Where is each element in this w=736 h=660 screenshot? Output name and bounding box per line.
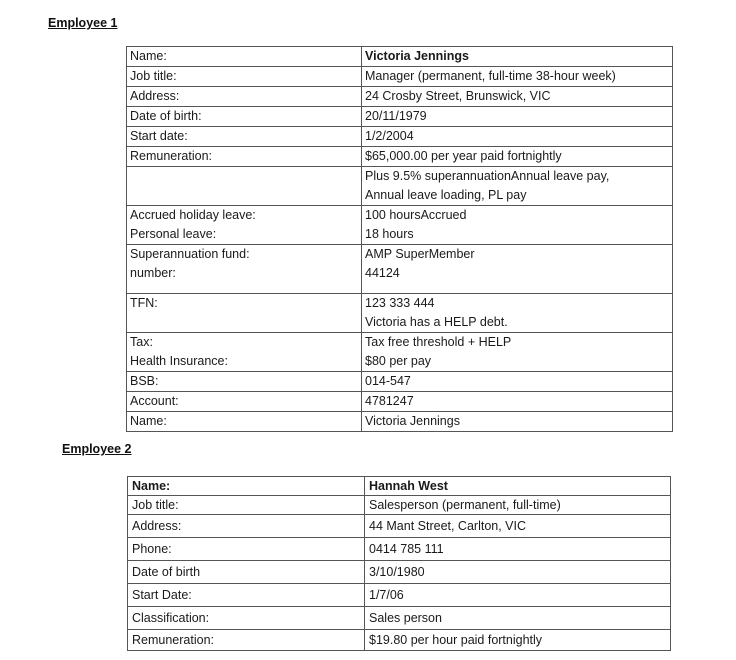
phone-label: Phone: <box>128 538 365 561</box>
remuneration-value: $65,000.00 per year paid fortnightly <box>362 147 673 167</box>
remuneration-value: $19.80 per hour paid fortnightly <box>365 630 671 651</box>
phone-value: 0414 785 111 <box>365 538 671 561</box>
account-value: 4781247 <box>362 392 673 412</box>
account-name-label: Name: <box>127 412 362 432</box>
bsb-label: BSB: <box>127 372 362 392</box>
accrued-leave-value: 100 hoursAccrued <box>365 208 467 222</box>
employee-1-table <box>126 46 673 432</box>
start-date-label: Start Date: <box>128 584 365 607</box>
remuneration-label: Remuneration: <box>127 147 362 167</box>
table-row <box>127 392 673 412</box>
account-label: Account: <box>127 392 362 412</box>
job-title-label: Job title: <box>128 496 365 515</box>
personal-leave-label: Personal leave: <box>130 227 217 241</box>
table-row <box>127 107 673 127</box>
table-row <box>128 496 671 515</box>
health-insurance-value: $80 per pay <box>365 354 432 368</box>
dob-label: Date of birth: <box>127 107 362 127</box>
account-name-value: Victoria Jennings <box>362 412 673 432</box>
name-label: Name: <box>127 47 362 67</box>
help-debt-note: Victoria has a HELP debt. <box>365 315 508 329</box>
table-row <box>127 206 673 245</box>
address-label: Address: <box>127 87 362 107</box>
employee-2-heading: Employee 2 <box>62 442 132 456</box>
address-value: 44 Mant Street, Carlton, VIC <box>365 515 671 538</box>
dob-value: 3/10/1980 <box>365 561 671 584</box>
tfn-values <box>362 294 673 333</box>
tax-values <box>362 333 673 372</box>
bsb-value: 014-547 <box>362 372 673 392</box>
table-row <box>128 607 671 630</box>
classification-value: Sales person <box>365 607 671 630</box>
benefits-value <box>362 167 673 206</box>
table-row <box>127 47 673 67</box>
table-row <box>127 412 673 432</box>
super-values <box>362 245 673 294</box>
tax-label: Tax: <box>130 335 153 349</box>
table-row <box>127 245 673 294</box>
dob-value: 20/11/1979 <box>362 107 673 127</box>
personal-leave-value: 18 hours <box>365 227 414 241</box>
address-label: Address: <box>128 515 365 538</box>
super-fund-value: AMP SuperMember <box>365 247 475 261</box>
table-row <box>127 333 673 372</box>
name-label: Name: <box>128 477 365 496</box>
employee-2-table <box>127 476 671 651</box>
job-title-value: Salesperson (permanent, full-time) <box>365 496 671 515</box>
table-row <box>127 147 673 167</box>
empty-cell <box>127 167 362 206</box>
tax-labels <box>127 333 362 372</box>
super-fund-label: Superannuation fund: <box>130 247 250 261</box>
dob-label: Date of birth <box>128 561 365 584</box>
classification-label: Classification: <box>128 607 365 630</box>
address-value: 24 Crosby Street, Brunswick, VIC <box>362 87 673 107</box>
table-row <box>127 167 673 206</box>
start-date-value: 1/7/06 <box>365 584 671 607</box>
super-labels <box>127 245 362 294</box>
employee-1-heading: Employee 1 <box>48 16 118 30</box>
name-value: Hannah West <box>365 477 671 496</box>
table-row <box>127 87 673 107</box>
job-title-value: Manager (permanent, full-time 38-hour week) <box>362 67 673 87</box>
start-date-value: 1/2/2004 <box>362 127 673 147</box>
benefits-line-1: Plus 9.5% superannuationAnnual leave pay, <box>365 169 610 183</box>
table-row <box>127 67 673 87</box>
remuneration-label: Remuneration: <box>128 630 365 651</box>
table-row <box>128 630 671 651</box>
super-number-label: number: <box>130 266 176 280</box>
benefits-line-2: Annual leave loading, PL pay <box>365 188 527 202</box>
health-insurance-label: Health Insurance: <box>130 354 228 368</box>
table-row <box>127 294 673 333</box>
tfn-label: TFN: <box>127 294 362 333</box>
table-row <box>128 515 671 538</box>
table-row <box>128 477 671 496</box>
table-row <box>127 372 673 392</box>
leave-labels <box>127 206 362 245</box>
tfn-value: 123 333 444 <box>365 296 435 310</box>
table-row <box>127 127 673 147</box>
job-title-label: Job title: <box>127 67 362 87</box>
start-date-label: Start date: <box>127 127 362 147</box>
table-row <box>128 561 671 584</box>
table-row <box>128 538 671 561</box>
super-number-value: 44124 <box>365 266 400 280</box>
tax-value: Tax free threshold + HELP <box>365 335 512 349</box>
leave-values <box>362 206 673 245</box>
table-row <box>128 584 671 607</box>
accrued-leave-label: Accrued holiday leave: <box>130 208 256 222</box>
name-value: Victoria Jennings <box>362 47 673 67</box>
